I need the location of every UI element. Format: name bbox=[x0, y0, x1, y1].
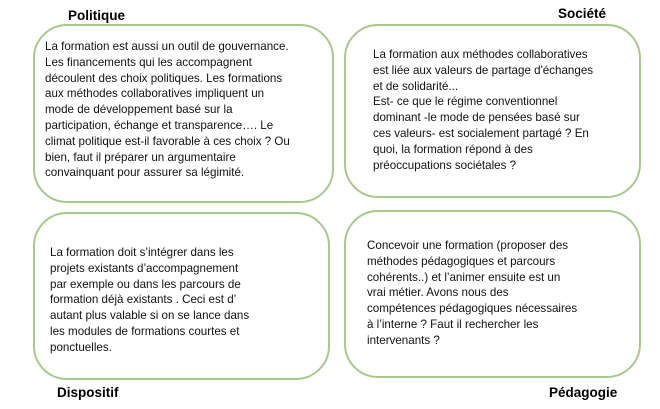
text-societe: La formation aux méthodes collaboratives est liée aux valeurs de partage d'échanges et de solidarité... Est- ce que le régime conventionnel dominant -le mode de pensées basé sur ces valeurs- est socialement partagé ? En quoi, la formation répond à des préoccupations sociétales ? bbox=[373, 48, 594, 172]
box-dispositif bbox=[33, 212, 330, 380]
box-pedagogie bbox=[344, 210, 641, 378]
text-politique: La formation est aussi un outil de gouvernance. Les financements qui les accompagnent découlent des choix politiques. Les formations aux méthodes collaboratives impliquent un mode de développement basé sur la participation, échange et transparence…. Le climat politique est-il favorable à ces choix ? Ou bien, faut il préparer un argumentaire convainquant pour assurer sa légimité. bbox=[45, 40, 290, 180]
box-societe bbox=[344, 24, 641, 198]
text-dispositif: La formation doit s’intégrer dans les projets existants d’accompagnement par exemple ou dans les parcours de formation déjà existants . Ceci est d’ autant plus valable si on se lance dans les modules de formations courtes et ponctuelles. bbox=[50, 246, 250, 354]
text-pedagogie: Concevoir une formation (proposer des méthodes pédagogiques et parcours cohérents..) et l’animer ensuite est un vrai métier. Avons nous des compétences pédagogiques nécessaires à l’interne ? Faut il rechercher les intervenants ? bbox=[367, 239, 578, 347]
label-societe: Société bbox=[558, 6, 607, 21]
label-dispositif: Dispositif bbox=[57, 385, 119, 400]
label-pedagogie: Pédagogie bbox=[549, 385, 618, 400]
label-politique: Politique bbox=[68, 8, 125, 23]
box-politique bbox=[33, 24, 334, 203]
